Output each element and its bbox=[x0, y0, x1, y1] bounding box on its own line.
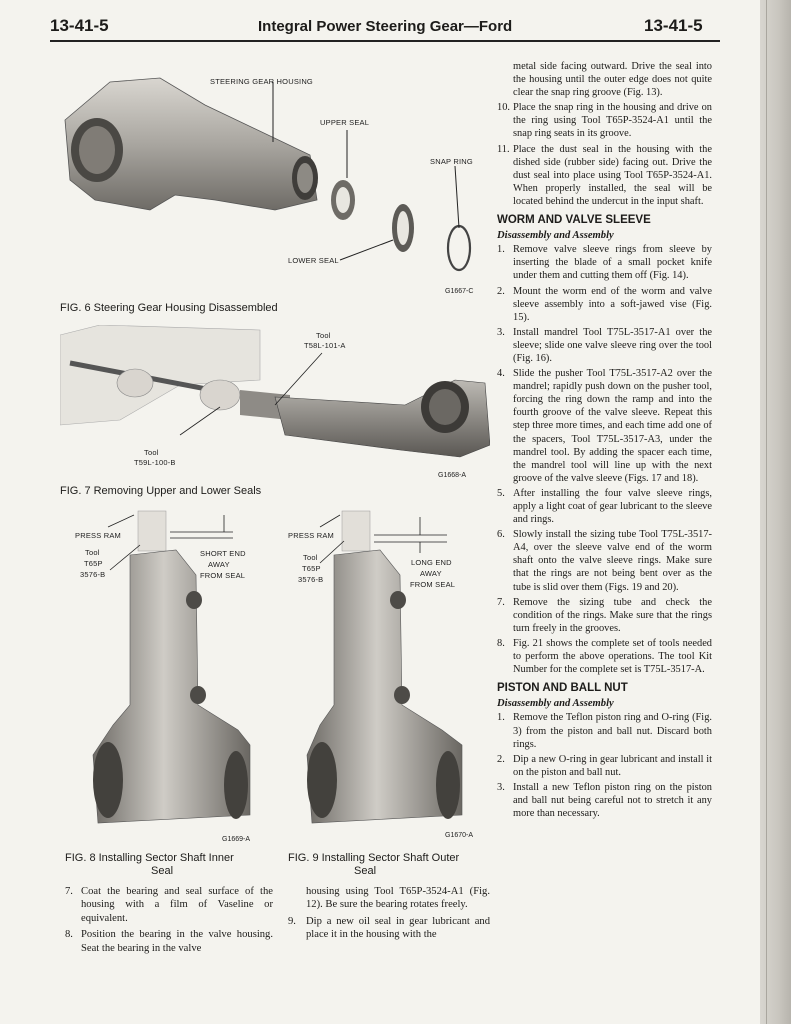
continuation-paragraph: metal side facing outward. Drive the seal into the housing until the outer edge does not quite clear the snap ring groove (Fig. 13). bbox=[513, 61, 712, 99]
page-number-left: 13-41-5 bbox=[50, 16, 109, 35]
fig9-callout-end-1: LONG END bbox=[411, 558, 452, 567]
worm-step-7 bbox=[497, 596, 712, 635]
fig7-id: G1668-A bbox=[438, 472, 467, 479]
fig6-callout-upper-seal: UPPER SEAL bbox=[320, 118, 370, 127]
section-heading-piston: PISTON AND BALL NUT bbox=[497, 682, 628, 695]
header-rule bbox=[50, 40, 720, 42]
step-text: Slowly install the sizing tube Tool T75L-3517-A4, over the sleeve valve end of the worm shaft onto the valve sleeve rings. Make sure that the rings are not being bent over as the tube is slid over them (Figs. 19 and 20). bbox=[513, 529, 712, 593]
step-text: Coat the bearing and seal surface of the housing with a film of Vaseline or equivalent. bbox=[81, 886, 273, 924]
step-text: Install a new Teflon piston ring on the piston and ball nut being careful not to stretch it any more than necessary. bbox=[513, 781, 712, 820]
right-column bbox=[497, 60, 712, 822]
fig8-callout-end-1: SHORT END bbox=[200, 549, 246, 558]
fig9-callout-end-3: FROM SEAL bbox=[410, 580, 456, 589]
step-text: Remove the Teflon piston ring and O-ring (Fig. 3) from the piston and ball nut. Discard both rings. bbox=[513, 712, 712, 750]
fig6-callout-housing: STEERING GEAR HOUSING bbox=[210, 77, 313, 86]
fig9-callout-end-2: AWAY bbox=[420, 569, 442, 578]
step-number: 2. bbox=[497, 753, 505, 765]
fig7-callout-tool-bottom-1: Tool bbox=[144, 448, 159, 457]
fig7-illustration bbox=[60, 325, 490, 475]
worm-step-8 bbox=[497, 637, 712, 676]
fig8-callout-tool-3: 3576-B bbox=[80, 570, 106, 579]
subsection-heading-piston: Disassembly and Assembly bbox=[497, 698, 614, 710]
fig6-callout-snap-ring: SNAP RING bbox=[430, 157, 473, 166]
page-number-right: 13-41-5 bbox=[644, 16, 703, 35]
step-text: Remove valve sleeve rings from sleeve by inserting the blade of a small pocket knife under them and cutting them off (Fig. 14). bbox=[513, 244, 712, 282]
step-number: 1. bbox=[497, 244, 505, 256]
worm-step-1 bbox=[497, 243, 712, 282]
fig8-callout-end-3: FROM SEAL bbox=[200, 571, 246, 580]
step-text: Place the dust seal in the housing with the dished side (rubber side) facing out. Drive the dust seal into place using Tool T65P-3524-A1. When properly installed, the seal will be located behind the undercut in the input shaft. bbox=[513, 143, 712, 207]
fig9-callout-tool-1: Tool bbox=[303, 553, 318, 562]
fig8-caption-line2: Seal bbox=[151, 865, 174, 877]
fig6-id: G1667-C bbox=[445, 288, 474, 295]
step-text: Mount the worm end of the worm and valve sleeve assembly into a soft-jawed vise (Fig. 15). bbox=[513, 285, 712, 323]
fig6-illustration bbox=[55, 60, 495, 300]
fig9-caption-line2: Seal bbox=[354, 865, 377, 877]
fig9-callout-press-ram: PRESS RAM bbox=[288, 531, 334, 540]
step-number: 11. bbox=[497, 143, 510, 155]
step-text: Install mandrel Tool T75L-3517-A1 over the sleeve; slide one valve sleeve ring over the tool (Fig. 16). bbox=[513, 326, 712, 364]
fig8-callout-tool-2: T65P bbox=[84, 559, 103, 568]
step-number: 7. bbox=[65, 886, 73, 897]
worm-step-2 bbox=[497, 285, 712, 324]
step-7-item bbox=[65, 885, 273, 925]
fig7-callout-tool-top-1: Tool bbox=[316, 331, 331, 340]
fig8-callout-press-ram: PRESS RAM bbox=[75, 531, 121, 540]
fig6-caption: FIG. 6 Steering Gear Housing Disassembled bbox=[60, 302, 278, 314]
step-number: 2. bbox=[497, 285, 505, 297]
step-number: 5. bbox=[497, 487, 505, 499]
fig9-caption-line1: FIG. 9 Installing Sector Shaft Outer bbox=[288, 852, 460, 864]
piston-step-1 bbox=[497, 711, 712, 750]
fig9-callout-tool-3: 3576-B bbox=[298, 575, 324, 584]
continuation-paragraph: housing using Tool T65P-3524-A1 (Fig. 12). Be sure the bearing rotates freely. bbox=[306, 886, 490, 911]
worm-step-3 bbox=[497, 326, 712, 365]
fig8-id: G1669-A bbox=[222, 836, 251, 843]
fig7-callout-tool-bottom-2: T59L-100-B bbox=[134, 458, 176, 467]
fig8-caption-line1: FIG. 8 Installing Sector Shaft Inner bbox=[65, 852, 234, 864]
page-title: Integral Power Steering Gear—Ford bbox=[258, 18, 513, 35]
step-text: After installing the four valve sleeve rings, apply a light coat of gear lubricant to the sleeve and rings. bbox=[513, 487, 712, 526]
step-number: 3. bbox=[497, 781, 505, 793]
step-11-item bbox=[497, 143, 712, 208]
step-number: 8. bbox=[65, 929, 73, 941]
step-text: Slide the pusher Tool T75L-3517-A2 over the mandrel; rapidly push down on the pusher tool, forcing the ring down the ramp and into the fourth groove of the valve sleeve. Repeat this step three more times, and each time add one of the spacers, Tool T75L-3517-A3, under the mandrel tool. By adding the spacer each time, the mandrel tool will line up with the next groove of the valve sleeve (Figs. 17 and 18). bbox=[513, 368, 712, 484]
fig8-callout-tool-1: Tool bbox=[85, 548, 100, 557]
step-8-item bbox=[65, 928, 273, 955]
step-number: 6. bbox=[497, 529, 505, 541]
fig9-illustration bbox=[302, 505, 482, 835]
step-text: Dip a new O-ring in gear lubricant and install it on the piston and ball nut. bbox=[513, 753, 712, 778]
step-number: 4. bbox=[497, 368, 505, 380]
step-text: Place the snap ring in the housing and drive on the ring using Tool T65P-3524-A1 until the snap ring seats in its groove. bbox=[513, 102, 712, 140]
step-10-item bbox=[497, 101, 712, 140]
worm-step-4 bbox=[497, 367, 712, 485]
bottom-left-column bbox=[65, 885, 273, 957]
step-number: 10. bbox=[497, 102, 510, 114]
fig7-caption: FIG. 7 Removing Upper and Lower Seals bbox=[60, 485, 262, 497]
bottom-middle-column bbox=[288, 885, 490, 944]
fig9-callout-tool-2: T65P bbox=[302, 564, 321, 573]
page-binding-edge bbox=[760, 0, 791, 1024]
fig6-callout-lower-seal: LOWER SEAL bbox=[288, 256, 339, 265]
step-number: 7. bbox=[497, 596, 505, 608]
piston-step-3 bbox=[497, 781, 712, 820]
step-9-item bbox=[288, 915, 490, 942]
step-text: Position the bearing in the valve housing. Seat the bearing in the valve bbox=[81, 929, 273, 954]
section-heading-worm: WORM AND VALVE SLEEVE bbox=[497, 214, 651, 227]
worm-step-5 bbox=[497, 487, 712, 526]
fig8-callout-end-2: AWAY bbox=[208, 560, 230, 569]
step-number: 9. bbox=[288, 915, 296, 927]
fig7-callout-tool-top-2: T58L-101-A bbox=[304, 341, 346, 350]
step-text: Remove the sizing tube and check the condition of the rings. Make sure that the rings turn freely in the grooves. bbox=[513, 596, 712, 634]
step-number: 1. bbox=[497, 712, 505, 724]
step-text: Dip a new oil seal in gear lubricant and place it in the housing with the bbox=[306, 915, 490, 941]
piston-step-2 bbox=[497, 753, 712, 779]
step-text: Fig. 21 shows the complete set of tools needed to perform the above operations. The tool Kit Number for the complete set is T75L-3517-A. bbox=[513, 637, 712, 676]
step-number: 8. bbox=[497, 637, 505, 649]
fig9-id: G1670-A bbox=[445, 832, 474, 839]
worm-step-6 bbox=[497, 528, 712, 593]
subsection-heading-worm: Disassembly and Assembly bbox=[497, 230, 614, 242]
step-number: 3. bbox=[497, 326, 505, 338]
